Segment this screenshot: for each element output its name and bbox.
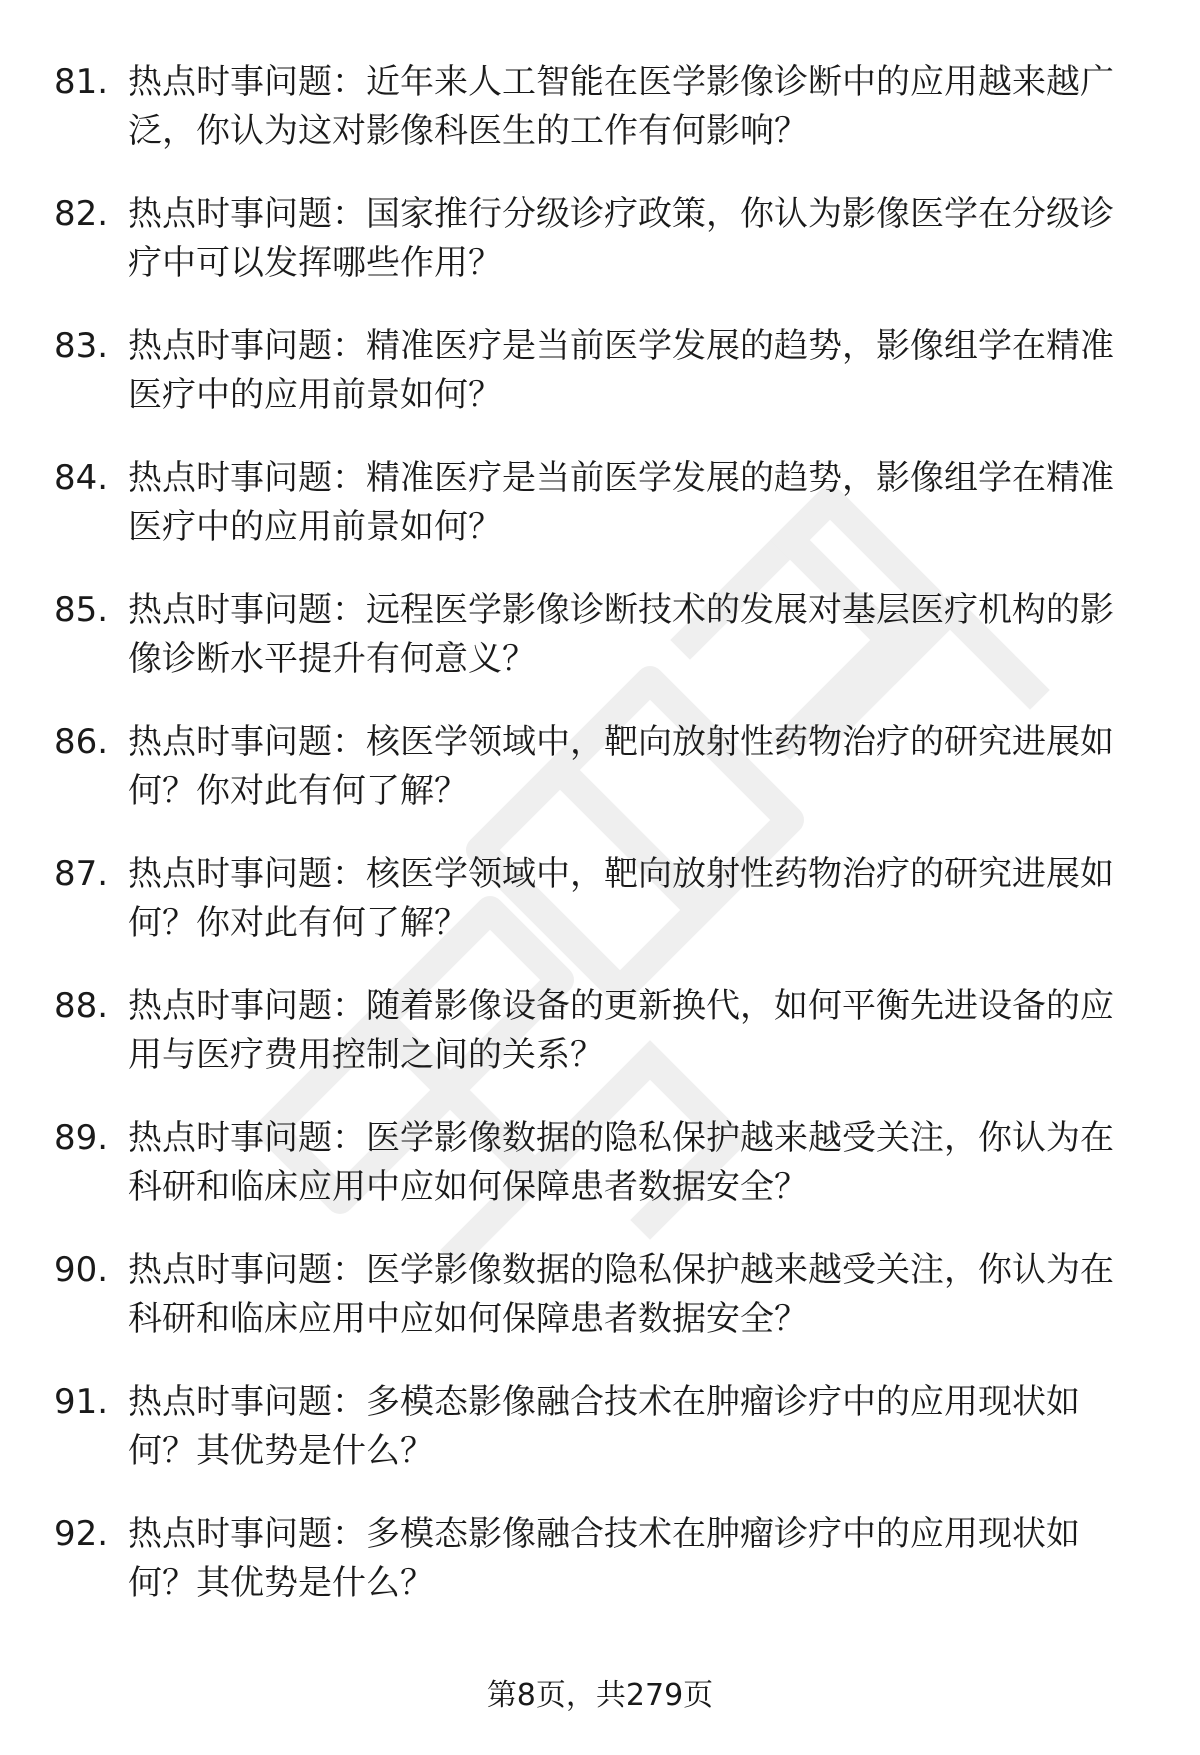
list-item bbox=[0, 1114, 1200, 1246]
question-text: 热点时事问题：多模态影像融合技术在肿瘤诊疗中的应用现状如何？其优势是什么？ bbox=[128, 1514, 1080, 1603]
question-text: 热点时事问题：核医学领域中，靶向放射性药物治疗的研究进展如何？你对此有何了解？ bbox=[128, 722, 1114, 811]
question-text: 热点时事问题：医学影像数据的隐私保护越来越受关注，你认为在科研和临床应用中应如何保障患者数据安全？ bbox=[128, 1250, 1114, 1339]
question-text: 热点时事问题：医学影像数据的隐私保护越来越受关注，你认为在科研和临床应用中应如何保障患者数据安全？ bbox=[128, 1118, 1114, 1207]
question-text: 热点时事问题：精准医疗是当前医学发展的趋势，影像组学在精准医疗中的应用前景如何？ bbox=[128, 458, 1114, 547]
question-text: 热点时事问题：精准医疗是当前医学发展的趋势，影像组学在精准医疗中的应用前景如何？ bbox=[128, 326, 1114, 415]
question-number: 91. bbox=[54, 1382, 109, 1422]
page-footer: 第8页，共279页 bbox=[486, 1678, 714, 1713]
question-number: 90. bbox=[54, 1250, 109, 1290]
list-item bbox=[0, 58, 1200, 190]
list-item bbox=[0, 322, 1200, 454]
question-number: 92. bbox=[54, 1514, 109, 1554]
question-number: 85. bbox=[54, 590, 109, 630]
list-item bbox=[0, 1510, 1200, 1642]
list-item bbox=[0, 718, 1200, 850]
question-text: 热点时事问题：核医学领域中，靶向放射性药物治疗的研究进展如何？你对此有何了解？ bbox=[128, 854, 1114, 943]
question-number: 89. bbox=[54, 1118, 109, 1158]
question-number: 83. bbox=[54, 326, 109, 366]
list-item bbox=[0, 190, 1200, 322]
list-item bbox=[0, 454, 1200, 586]
question-text: 热点时事问题：远程医学影像诊断技术的发展对基层医疗机构的影像诊断水平提升有何意义？ bbox=[128, 590, 1114, 679]
list-item bbox=[0, 982, 1200, 1114]
question-number: 87. bbox=[54, 854, 109, 894]
question-text: 热点时事问题：随着影像设备的更新换代，如何平衡先进设备的应用与医疗费用控制之间的关系？ bbox=[128, 986, 1114, 1075]
question-number: 88. bbox=[54, 986, 109, 1026]
question-number: 81. bbox=[54, 62, 109, 102]
question-number: 84. bbox=[54, 458, 109, 498]
question-number: 82. bbox=[54, 194, 109, 234]
list-item bbox=[0, 1246, 1200, 1378]
question-text: 热点时事问题：多模态影像融合技术在肿瘤诊疗中的应用现状如何？其优势是什么？ bbox=[128, 1382, 1080, 1471]
question-number: 86. bbox=[54, 722, 109, 762]
list-item bbox=[0, 586, 1200, 718]
question-text: 热点时事问题：国家推行分级诊疗政策，你认为影像医学在分级诊疗中可以发挥哪些作用？ bbox=[128, 194, 1114, 283]
list-item bbox=[0, 850, 1200, 982]
question-list bbox=[0, 58, 1200, 1642]
list-item bbox=[0, 1378, 1200, 1510]
question-text: 热点时事问题：近年来人工智能在医学影像诊断中的应用越来越广泛，你认为这对影像科医生的工作有何影响？ bbox=[128, 62, 1114, 151]
